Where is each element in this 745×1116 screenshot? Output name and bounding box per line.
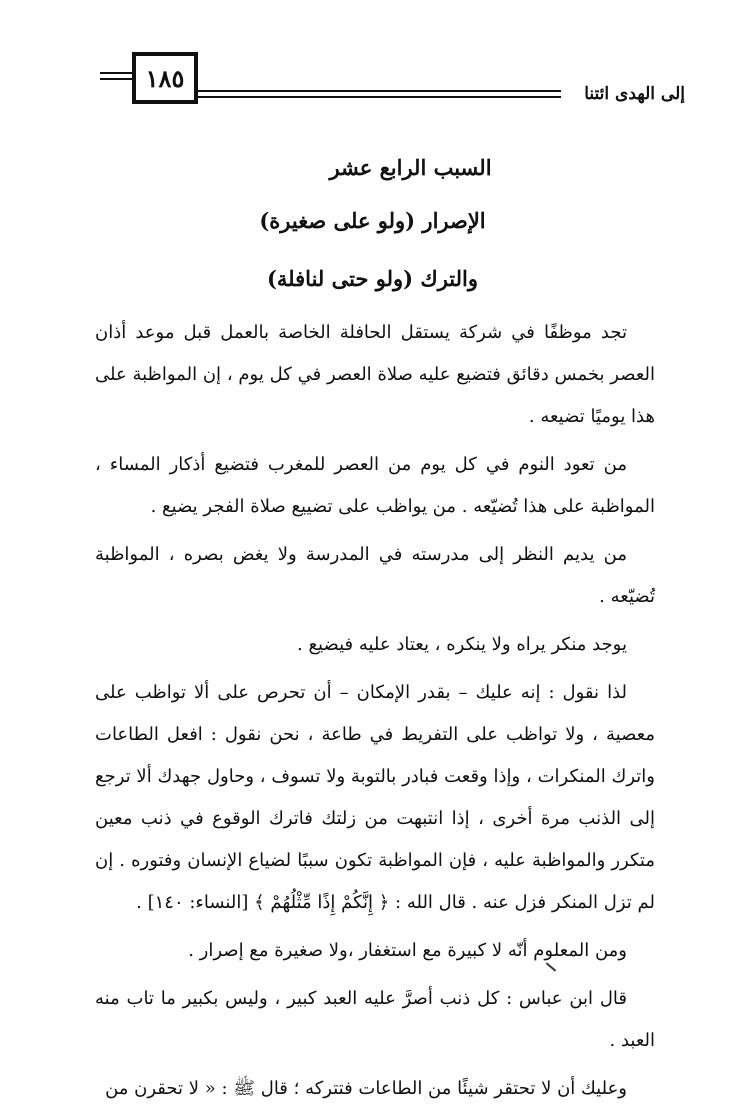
section-subheading: والترك (ولو حتى لنافلة)	[266, 266, 478, 291]
paragraph: من يديم النظر إلى مدرسته في المدرسة ولا يغض بصره ، المواظبة تُضيّعه .	[95, 544, 655, 607]
page-header	[0, 0, 745, 130]
page-number-text: ١٨٥	[145, 63, 185, 93]
header-rule	[100, 78, 132, 80]
header-rule	[100, 72, 132, 74]
paragraph: وعليك أن لا تحتقر شيئًا من الطاعات فتتركه ؛ قال ﷺ : « لا تحقرن من	[105, 1078, 627, 1099]
paragraph: لذا نقول : إنه عليك – بقدر الإمكان – أن تحرص على ألا تواظب على معصية ، ولا تواظب على التفريط في طاعة ، نحن نقول : افعل الطاعات واترك المنكرات ، وإذا وقعت فبادر بالتوبة ولا تسوف ، وحاول جهدك ألا ترجع إلى الذنب مرة أخرى ، إذا انتبهت من زلتك فاترك الوقوع في ذنب معين متكرر والمواظبة عليه ، فإن المواظبة تكون سببًا لضياع الإنسان وفتوره . إن لم تزل المنكر فزل عنه . قال الله : ﴿ إِنَّكُمْ إِذًا مِّثْلُهُمْ ﴾ [النساء: ١٤٠] .	[95, 682, 655, 913]
paragraph: قال ابن عباس : كل ذنب أصرَّ عليه العبد كبير ، وليس بكبير ما تاب منه العبد .	[95, 988, 655, 1051]
page-number	[132, 52, 198, 104]
section-subheading: الإصرار (ولو على صغيرة)	[259, 208, 486, 233]
paragraph: يوجد منكر يراه ولا ينكره ، يعتاد عليه فيضيع .	[297, 634, 627, 655]
body-text	[95, 312, 655, 1116]
running-title: إلى الهدى ائتنا	[561, 84, 685, 104]
paragraph: من تعود النوم في كل يوم من العصر للمغرب فتضيع أذكار المساء ، المواظبة على هذا تُضيّعه . من يواظب على تضييع صلاة الفجر يضيع .	[95, 454, 655, 517]
paragraph: تجد موظفًا في شركة يستقل الحافلة الخاصة بالعمل قبل موعد أذان العصر بخمس دقائق فتضيع عليه صلاة العصر في كل يوم ، إن المواظبة على هذا يوميًا تضيعه .	[95, 322, 655, 427]
paragraph: ومن المعلوم أنّه لا كبيرة مع استغفار ،ولا صغيرة مع إصرار .	[188, 940, 627, 961]
section-heading: السبب الرابع عشر	[329, 155, 492, 180]
